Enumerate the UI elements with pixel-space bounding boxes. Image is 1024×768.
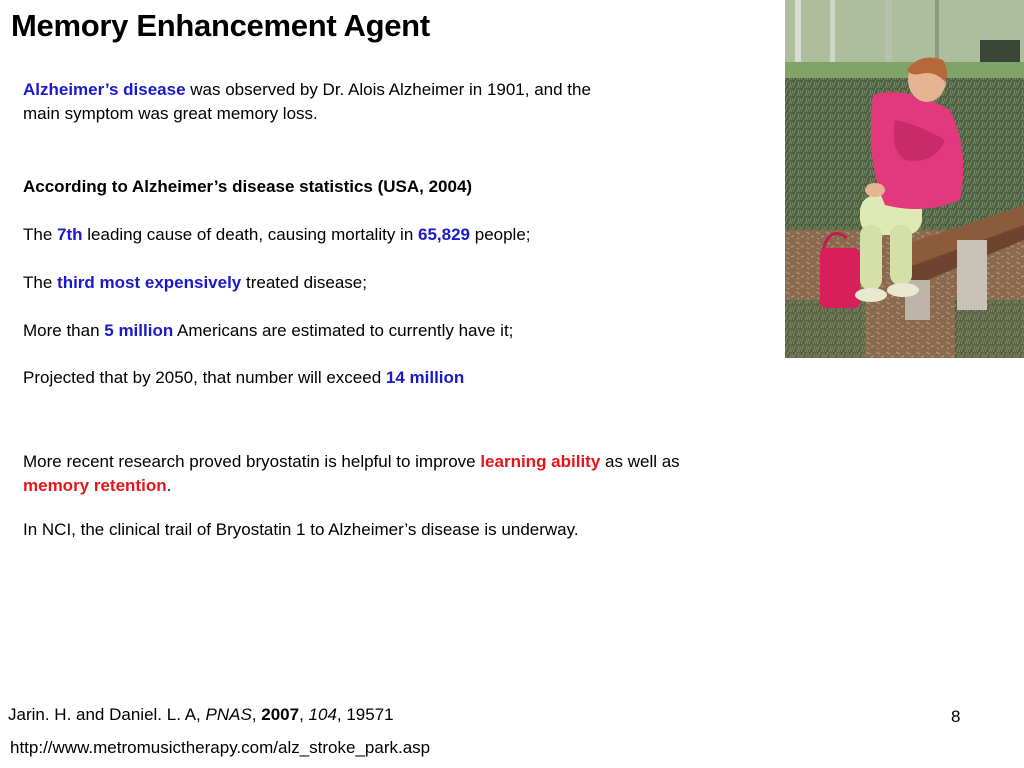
stat4-pre: Projected that by 2050, that number will exceed [23, 368, 386, 387]
stat-line-4 [23, 366, 464, 390]
citation-pages: , 19571 [336, 705, 394, 724]
trial-paragraph: In NCI, the clinical trail of Bryostatin 1 to Alzheimer’s disease is underway. [23, 520, 579, 539]
photo-illustration [785, 0, 1024, 358]
citation-volume: 104 [308, 705, 337, 724]
stat2-pre: The [23, 273, 58, 292]
photo-woman-on-bench [785, 0, 1024, 358]
citation-sep-1: , [251, 705, 262, 724]
stat-line-1 [23, 223, 531, 247]
stats-heading: According to Alzheimer’s disease statistics (USA, 2004) [23, 177, 473, 196]
citation-year: 2007 [261, 705, 300, 724]
stat2-post: treated disease; [241, 273, 367, 292]
research-line-2 [23, 474, 680, 498]
source-url[interactable]: http://www.metromusictherapy.com/alz_stroke_park.asp [10, 738, 431, 757]
intro-highlight: Alzheimer’s disease [23, 80, 186, 99]
stat-line-3 [23, 319, 513, 343]
stat4-highlight: 14 million [385, 368, 465, 387]
stat1-highlight-rank: 7th [57, 225, 83, 244]
stat3-highlight: 5 million [104, 321, 174, 340]
research-post: . [166, 476, 172, 495]
citation-authors: Jarin. H. and Daniel. L. A, [8, 705, 206, 724]
intro-line-2: main symptom was great memory loss. [23, 104, 318, 123]
research-highlight-learning: learning ability [480, 452, 601, 471]
page-number: 8 [951, 707, 961, 726]
citation [8, 705, 394, 725]
stat1-post: people; [470, 225, 531, 244]
intro-line-1-text: was observed by Dr. Alois Alzheimer in 1901, and the [185, 80, 591, 99]
stat1-pre: The [23, 225, 58, 244]
stat1-highlight-count: 65,829 [418, 225, 471, 244]
citation-sep-2: , [299, 705, 309, 724]
stat-line-2 [23, 271, 367, 295]
intro-line-1 [23, 78, 591, 102]
stat3-post: Americans are estimated to currently have it; [173, 321, 514, 340]
stat3-pre: More than [23, 321, 105, 340]
research-paragraph [23, 450, 680, 498]
research-highlight-memory: memory retention [23, 476, 167, 495]
research-line-1 [23, 450, 680, 474]
stat1-mid: leading cause of death, causing mortality in [82, 225, 419, 244]
research-pre: More recent research proved bryostatin is helpful to improve [23, 452, 481, 471]
research-mid: as well as [600, 452, 680, 471]
stat2-highlight: third most expensively [57, 273, 242, 292]
slide-title: Memory Enhancement Agent [11, 8, 430, 43]
citation-journal: PNAS [205, 705, 252, 724]
intro-paragraph [23, 78, 591, 126]
